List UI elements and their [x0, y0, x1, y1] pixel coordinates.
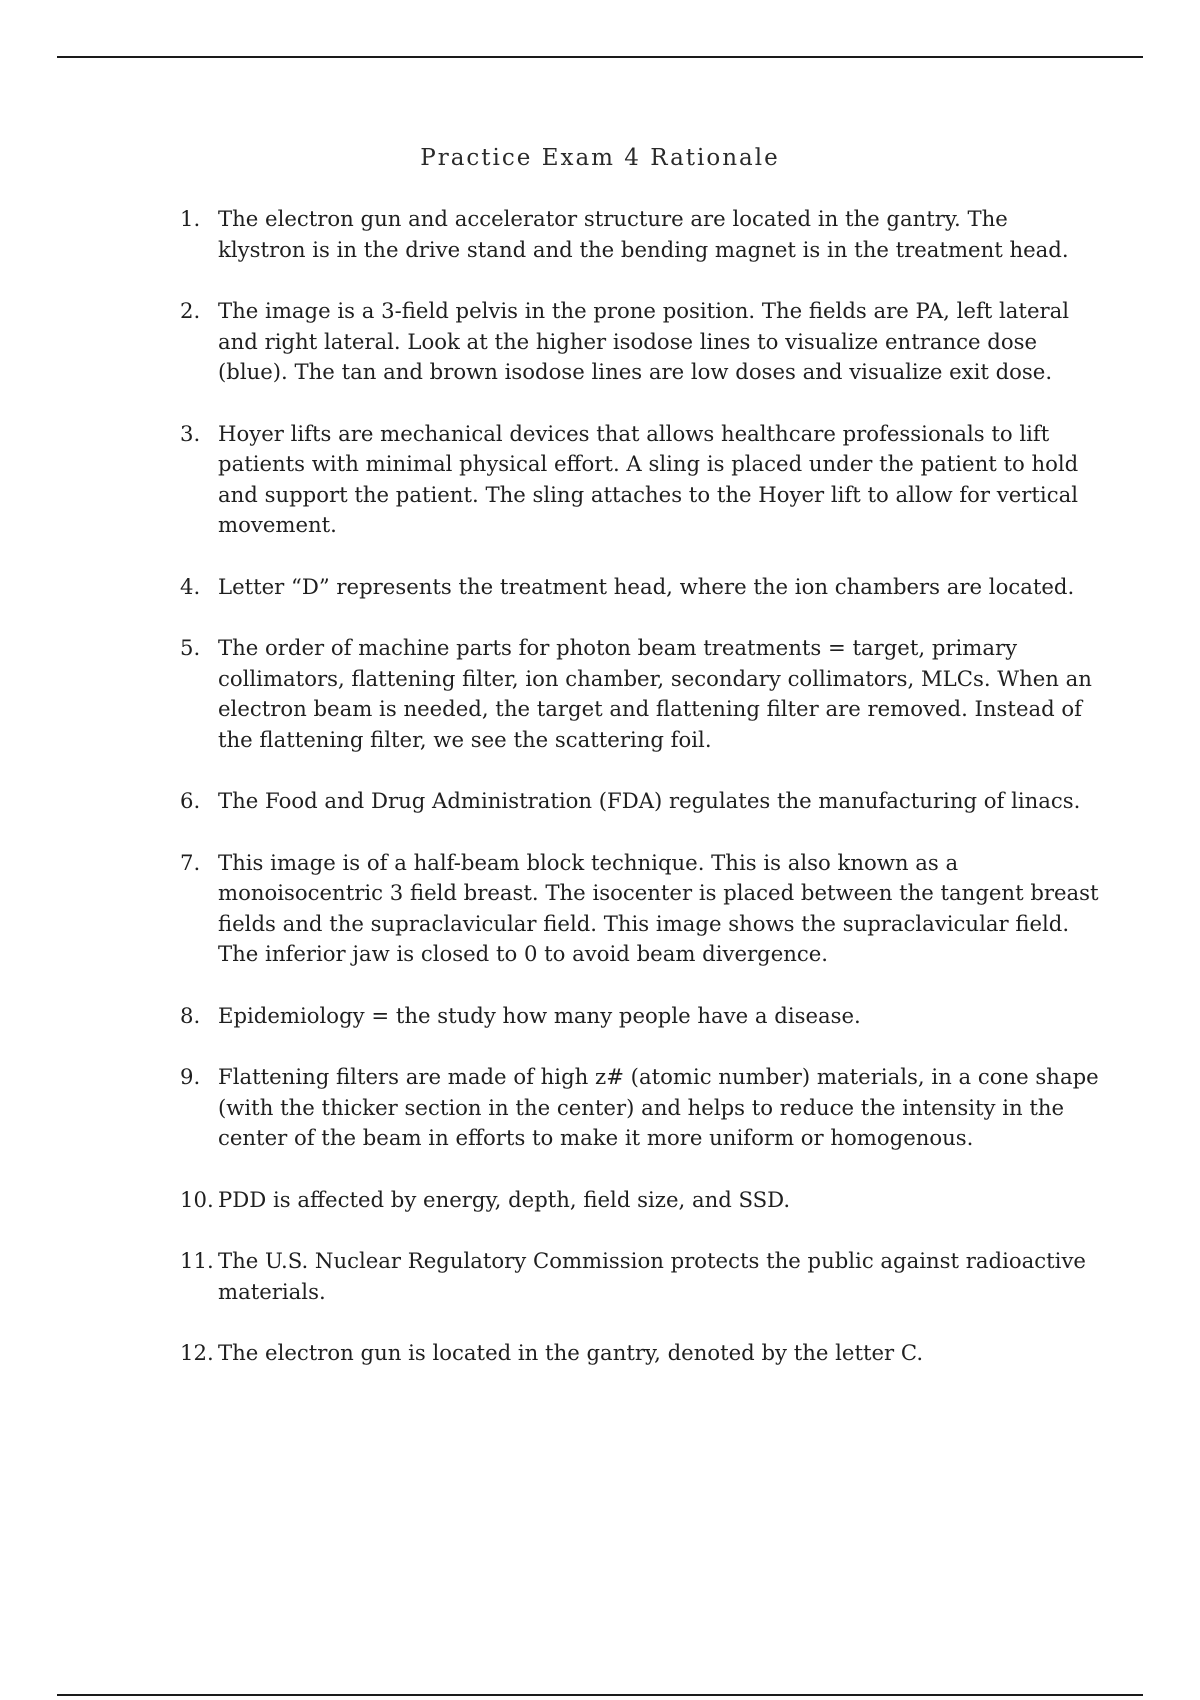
- item-number: 6.: [180, 788, 201, 813]
- item-number: 10.: [180, 1186, 214, 1212]
- rationale-list: [180, 204, 1100, 1400]
- item-number: 12.: [180, 1340, 214, 1365]
- list-item: [180, 848, 1100, 970]
- item-number: 7.: [180, 849, 201, 875]
- item-number: 5.: [180, 635, 201, 660]
- item-text: Hoyer lifts are mechanical devices that allows healthcare professionals to lift patients with minimal physical effort. A sling is placed under the patient to hold and support the patient. The sling attaches to the Hoyer lift to allow for vertical movement.: [218, 420, 1079, 537]
- item-text: Letter “D” represents the treatment head, where the ion chambers are located.: [218, 573, 1075, 599]
- bottom-rule: [57, 1694, 1143, 1696]
- list-item: [180, 1062, 1100, 1154]
- item-text: This image is of a half-beam block technique. This is also known as a monoisocentric 3 field breast. The isocenter is placed between the tangent breast fields and the supraclavicular field. This image shows the supraclavicular field. The inferior jaw is closed to 0 to avoid beam divergence.: [218, 849, 1099, 966]
- item-number: 9.: [180, 1064, 201, 1089]
- item-text: The order of machine parts for photon beam treatments = target, primary collimators, flattening filter, ion chamber, secondary collimators, MLCs. When an electron beam is needed, the target and flattening filter are removed. Instead of the flattening filter, we see the scattering foil.: [218, 635, 1092, 752]
- list-item: [180, 572, 1100, 603]
- page-title: Practice Exam 4 Rationale: [420, 145, 780, 171]
- item-number: 1.: [180, 206, 201, 231]
- item-text: Flattening filters are made of high z# (atomic number) materials, in a cone shape (with the thicker section in the center) and helps to reduce the intensity in the center of the beam in efforts to make it more uniform or homogenous.: [218, 1064, 1099, 1150]
- item-number: 2.: [180, 298, 201, 323]
- item-number: 11.: [180, 1248, 214, 1273]
- item-text: The Food and Drug Administration (FDA) regulates the manufacturing of linacs.: [218, 788, 1081, 813]
- list-item: [180, 296, 1100, 388]
- item-text: The U.S. Nuclear Regulatory Commission protects the public against radioactive materials.: [218, 1248, 1086, 1304]
- list-item: [180, 633, 1100, 755]
- list-item: [180, 786, 1100, 817]
- item-text: The image is a 3-field pelvis in the prone position. The fields are PA, left lateral and right lateral. Look at the higher isodose lines to visualize entrance dose (blue). The tan and brown isodose lines are low doses and visualize exit dose.: [218, 298, 1070, 384]
- list-item: [180, 419, 1100, 541]
- item-text: Epidemiology = the study how many people have a disease.: [218, 1002, 861, 1028]
- list-item: [180, 1246, 1100, 1307]
- list-item: [180, 204, 1100, 265]
- item-number: 4.: [180, 573, 201, 599]
- item-text: The electron gun and accelerator structure are located in the gantry. The klystron is in the drive stand and the bending magnet is in the treatment head.: [218, 206, 1069, 262]
- item-text: PDD is affected by energy, depth, field size, and SSD.: [218, 1186, 791, 1212]
- top-rule: [57, 56, 1143, 58]
- item-text: The electron gun is located in the gantry, denoted by the letter C.: [218, 1340, 924, 1365]
- list-item: [180, 1338, 1100, 1369]
- item-number: 3.: [180, 420, 201, 446]
- list-item: [180, 1185, 1100, 1216]
- list-item: [180, 1001, 1100, 1032]
- item-number: 8.: [180, 1002, 201, 1028]
